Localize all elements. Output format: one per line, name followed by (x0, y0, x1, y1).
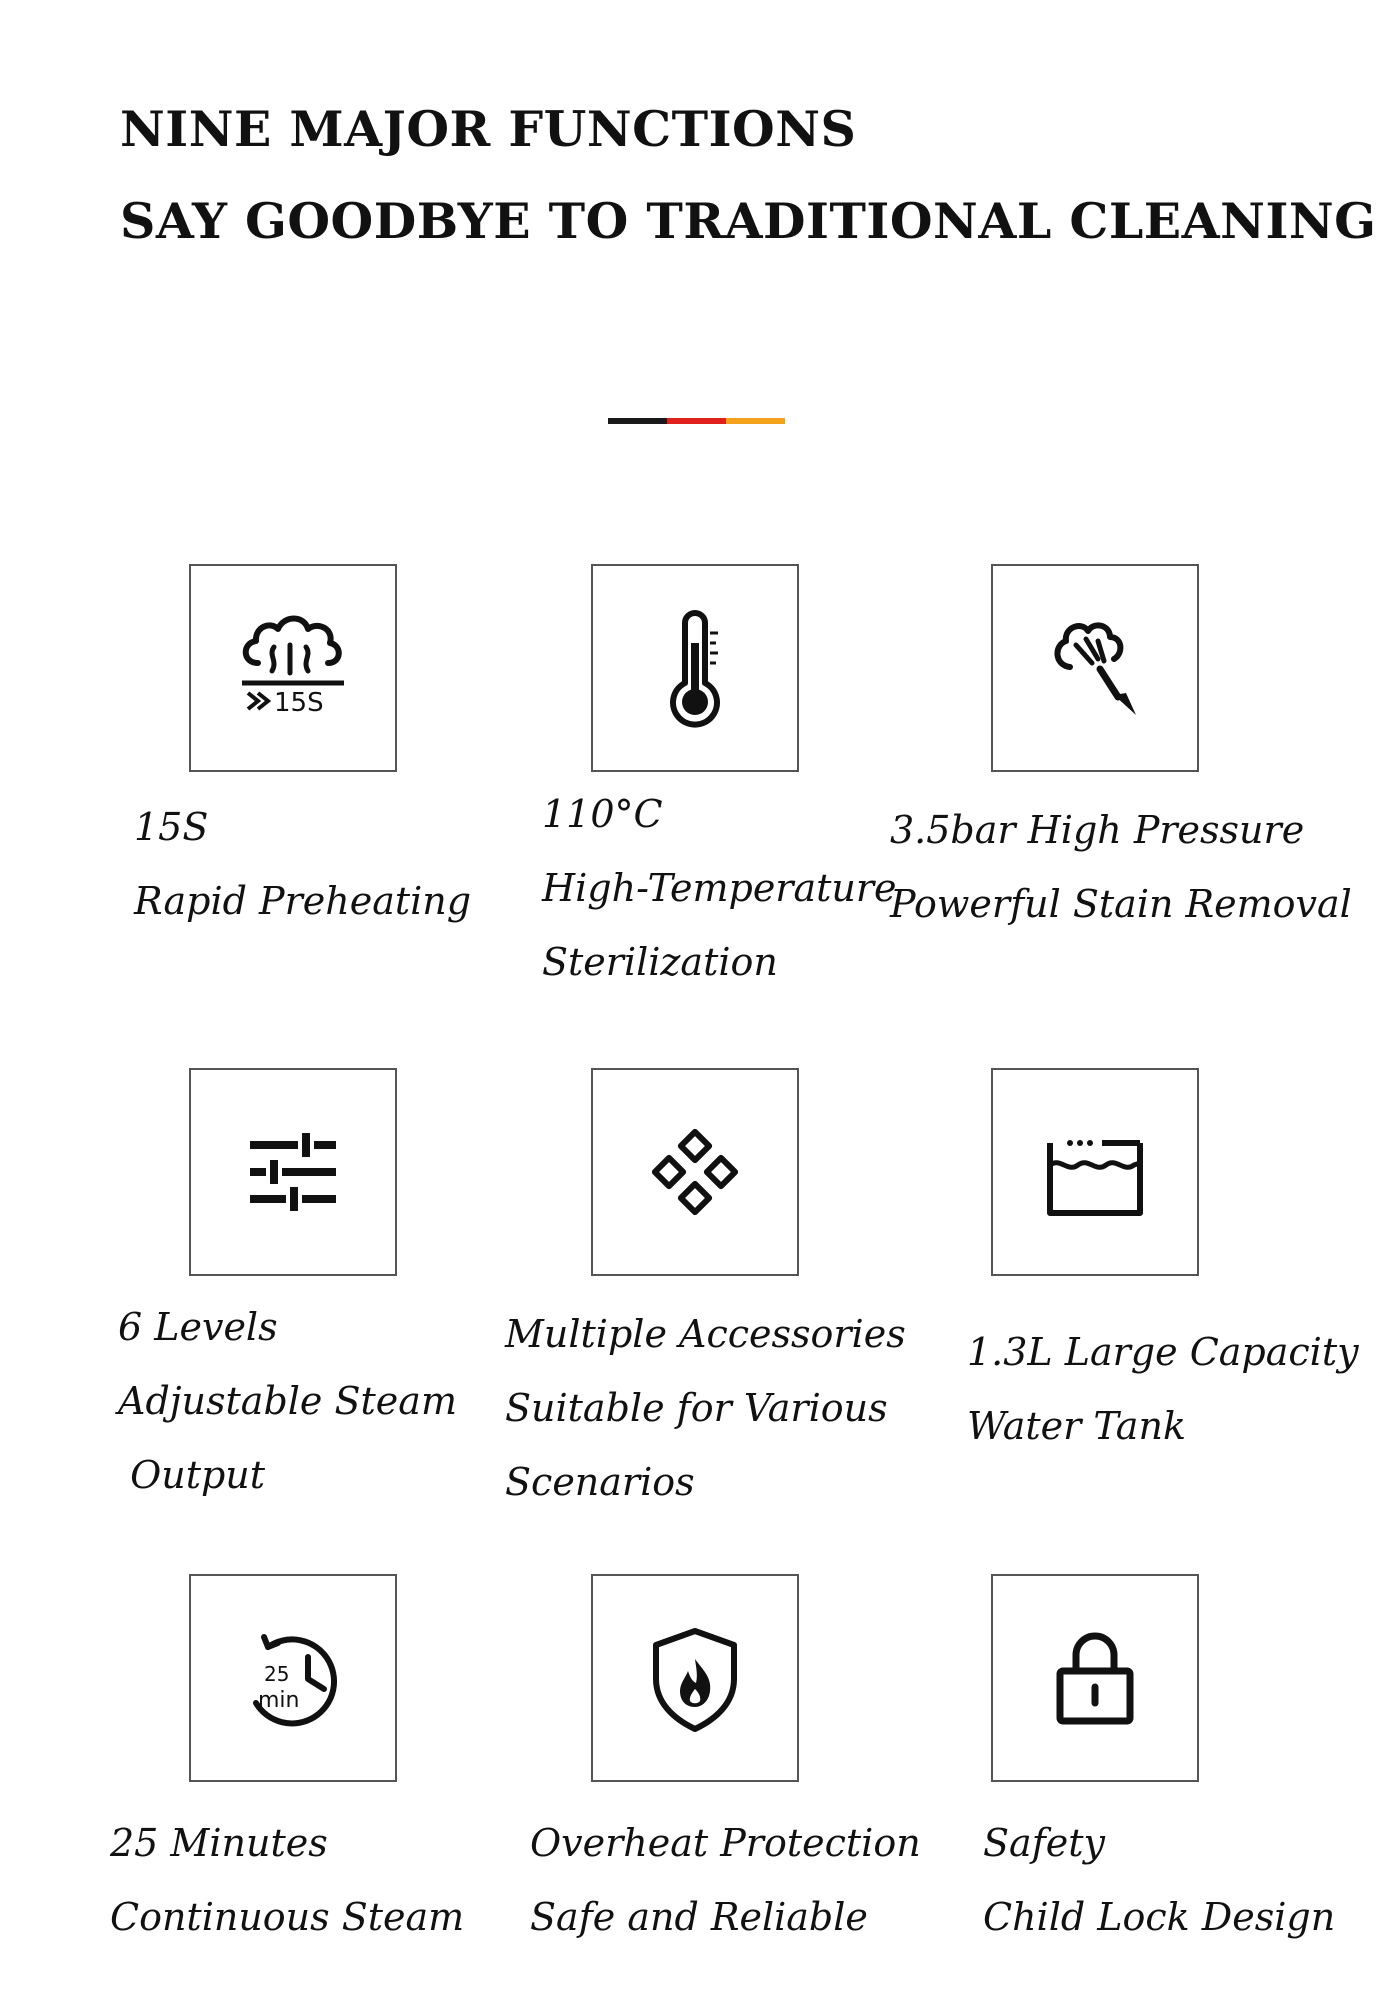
caption-line: Sterilization (542, 940, 778, 984)
divider-segment-gold (726, 418, 785, 424)
divider-segment-black (608, 418, 667, 424)
feature-caption-child-lock (983, 1806, 1335, 1954)
feature-icon-box-steam-levels (189, 1068, 397, 1276)
caption-line: 6 Levels (118, 1305, 278, 1349)
caption-line: 3.5bar High Pressure (890, 808, 1305, 852)
feature-caption-temperature (542, 777, 897, 999)
feature-icon-box-preheat (189, 564, 397, 772)
timer-clock-icon (228, 1613, 358, 1743)
caption-line: Rapid Preheating (134, 879, 472, 923)
caption-line: Continuous Steam (110, 1895, 465, 1939)
caption-line: Suitable for Various (505, 1386, 888, 1430)
feature-caption-water-tank (967, 1315, 1359, 1463)
water-tank-icon (1030, 1107, 1160, 1237)
feature-icon-box-water-tank (991, 1068, 1199, 1276)
title-line-1: NINE MAJOR FUNCTIONS (120, 100, 857, 158)
feature-icon-box-timer (189, 1574, 397, 1782)
caption-line: Powerful Stain Removal (890, 882, 1352, 926)
fire-shield-icon (630, 1613, 760, 1743)
caption-line: Water Tank (967, 1404, 1186, 1448)
pressure-spray-nozzle-icon (1030, 603, 1160, 733)
feature-icon-box-overheat (591, 1574, 799, 1782)
caption-line: Safe and Reliable (530, 1895, 868, 1939)
caption-line: Safety (983, 1821, 1105, 1865)
caption-line: 15S (134, 805, 209, 849)
title-line-2: SAY GOODBYE TO TRADITIONAL CLEANING (120, 192, 1377, 250)
preheat-icon-label: 15S (274, 688, 324, 718)
feature-icon-box-temperature (591, 564, 799, 772)
caption-line: Output (118, 1453, 266, 1497)
caption-line: Multiple Accessories (505, 1312, 906, 1356)
feature-caption-steam-levels (118, 1290, 457, 1512)
caption-line: Scenarios (505, 1460, 695, 1504)
caption-line: Child Lock Design (983, 1895, 1336, 1939)
feature-icon-box-child-lock (991, 1574, 1199, 1782)
caption-line: 25 Minutes (110, 1821, 328, 1865)
feature-caption-accessories (505, 1297, 906, 1519)
feature-caption-preheat (134, 790, 471, 938)
divider-segment-red (667, 418, 726, 424)
feature-icon-box-pressure (991, 564, 1199, 772)
timer-icon-unit: min (258, 1688, 300, 1713)
adjustment-sliders-icon (228, 1107, 358, 1237)
caption-line: Overheat Protection (530, 1821, 921, 1865)
feature-caption-pressure (890, 793, 1352, 941)
padlock-icon (1030, 1613, 1160, 1743)
feature-icon-box-accessories (591, 1068, 799, 1276)
accessories-diamond-grid-icon (630, 1107, 760, 1237)
caption-line: 1.3L Large Capacity (967, 1330, 1359, 1374)
feature-caption-timer (110, 1806, 464, 1954)
tricolor-divider (608, 418, 785, 424)
feature-caption-overheat (530, 1806, 921, 1954)
timer-icon-number: 25 (264, 1662, 290, 1686)
steam-cloud-preheat-icon (228, 603, 358, 733)
thermometer-icon (630, 603, 760, 733)
caption-line: 110°C (542, 792, 663, 836)
caption-line: High-Temperature (542, 866, 897, 910)
caption-line: Adjustable Steam (118, 1379, 457, 1423)
